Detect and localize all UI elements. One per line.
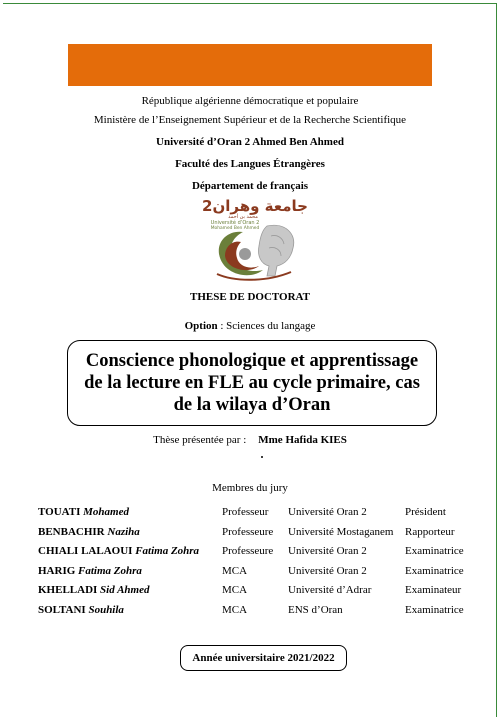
jury-row: [0, 526, 500, 542]
jury-surname: SOLTANI: [38, 603, 86, 616]
jury-surname: TOUATI: [38, 506, 81, 518]
jury-row: [0, 506, 500, 522]
jury-surname: CHIALI LALAOUI: [38, 545, 133, 557]
jury-university: ENS d’Oran: [288, 603, 343, 616]
jury-university: Université Oran 2: [288, 506, 367, 518]
logo-latin-text: Université d’Oran 2: [210, 220, 260, 226]
logo-arabic-text: جامعة وهران2: [202, 197, 308, 215]
academic-year-box: [180, 645, 347, 671]
thesis-title-box: [67, 340, 437, 426]
jury-heading: Membres du jury: [212, 482, 288, 494]
jury-given-name: Fatima Zohra: [135, 545, 200, 557]
presented-by-line: [0, 434, 500, 446]
jury-given-name: Naziha: [107, 525, 140, 538]
jury-row: [0, 565, 500, 581]
jury-row: [0, 545, 500, 561]
jury-role: Examinatrice: [405, 564, 464, 577]
thesis-type: THESE DE DOCTORAT: [189, 291, 310, 303]
jury-role: Examinateur: [405, 584, 462, 596]
jury-name: [38, 604, 124, 616]
jury-row: [0, 604, 500, 620]
jury-name: [38, 565, 142, 577]
jury-university: Université Oran 2: [288, 564, 367, 577]
jury-rank: MCA: [222, 584, 248, 596]
jury-surname: KHELLADI: [38, 584, 98, 596]
jury-name: [38, 526, 140, 538]
jury-surname: HARIG: [38, 564, 76, 577]
thesis-title: Conscience phonologique et apprentissage de la lecture en FLE au cycle primaire, cas de la wilaya d’Oran: [84, 351, 420, 415]
faculty-name: Faculté des Langues Étrangères: [175, 158, 325, 170]
logo-arabic-subtext: محمد بن أحمد: [228, 214, 258, 220]
jury-rank: MCA: [222, 564, 248, 577]
jury-university: Université d’Adrar: [288, 584, 372, 596]
jury-name: [38, 506, 129, 518]
jury-role: Examinatrice: [405, 545, 464, 557]
jury-role: Rapporteur: [405, 525, 455, 538]
jury-given-name: Mohamed: [83, 506, 129, 518]
jury-rank: MCA: [222, 603, 248, 616]
jury-given-name: Fatima Zohra: [78, 564, 142, 577]
jury-role: Examinatrice: [405, 603, 464, 616]
jury-given-name: Souhila: [88, 603, 124, 616]
university-logo: [202, 196, 308, 284]
presented-label: Thèse présentée par :: [153, 434, 247, 446]
jury-university: Université Oran 2: [288, 545, 367, 557]
jury-name: [38, 584, 149, 596]
option-value: : Sciences du langage: [217, 320, 316, 332]
ministry-line: Ministère de l’Enseignement Supérieur et de la Recherche Scientifique: [93, 114, 407, 126]
jury-surname: BENBACHIR: [38, 525, 105, 538]
author-name: Mme Hafida KIES: [258, 434, 347, 446]
option-line: [0, 320, 500, 332]
jury-row: [0, 584, 500, 600]
jury-rank: Professeur: [222, 506, 269, 518]
jury-name: [38, 545, 199, 557]
department-name: Département de français: [191, 180, 309, 192]
jury-role: Président: [405, 506, 446, 518]
jury-given-name: Sid Ahmed: [100, 584, 150, 596]
option-label: Option: [184, 320, 218, 332]
jury-rank: Professeure: [222, 545, 274, 557]
academic-year: Année universitaire 2021/2022: [192, 652, 335, 664]
logo-latin-subtext: Mohamed Ben Ahmed: [210, 226, 260, 231]
jury-university: Université Mostaganem: [288, 525, 394, 538]
orange-banner: [68, 44, 432, 86]
republic-line: République algérienne démocratique et populaire: [141, 95, 359, 107]
jury-rank: Professeure: [222, 525, 274, 538]
university-name: Université d’Oran 2 Ahmed Ben Ahmed: [156, 136, 344, 148]
separator-dot: [261, 456, 263, 458]
